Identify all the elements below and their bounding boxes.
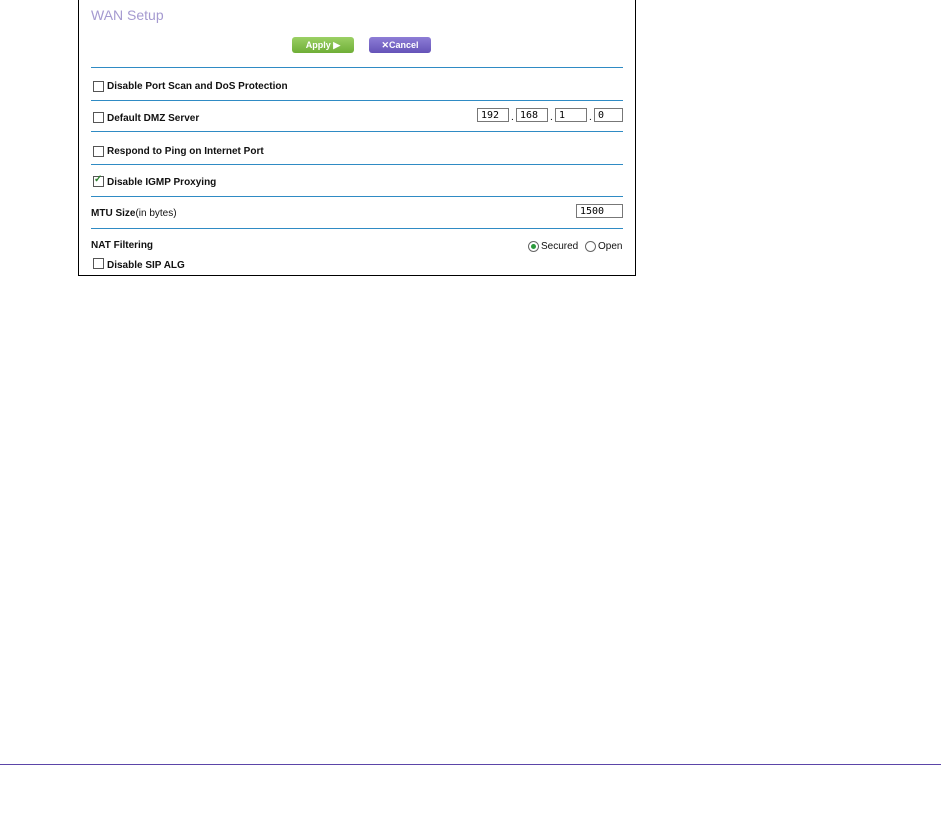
respond-ping-label: Respond to Ping on Internet Port: [107, 146, 264, 157]
mtu-size-label-unit: (in bytes): [135, 208, 177, 219]
mtu-size-label-main: MTU Size: [91, 208, 136, 219]
divider: [91, 131, 623, 132]
wan-setup-panel: [78, 0, 636, 276]
dmz-ip-octet-4[interactable]: 0: [594, 108, 623, 122]
page-title: WAN Setup: [91, 7, 164, 23]
nat-secured-radio[interactable]: [528, 241, 539, 252]
dmz-ip-octet-3[interactable]: 1: [555, 108, 587, 122]
divider: [91, 164, 623, 165]
footer-divider: [0, 764, 941, 765]
ip-dot: .: [511, 112, 514, 123]
disable-igmp-label: Disable IGMP Proxying: [107, 177, 217, 188]
disable-port-scan-label: Disable Port Scan and DoS Protection: [107, 81, 288, 92]
dmz-ip-octet-2[interactable]: 168: [516, 108, 548, 122]
apply-button[interactable]: Apply ▶: [292, 37, 354, 53]
nat-open-radio[interactable]: [585, 241, 596, 252]
default-dmz-checkbox[interactable]: [93, 112, 104, 123]
disable-port-scan-checkbox[interactable]: [93, 81, 104, 92]
divider: [91, 196, 623, 197]
ip-dot: .: [589, 112, 592, 123]
respond-ping-checkbox[interactable]: [93, 146, 104, 157]
nat-open-label: Open: [598, 241, 623, 252]
mtu-size-label: [91, 208, 177, 219]
disable-sip-alg-label: Disable SIP ALG: [107, 260, 185, 271]
disable-igmp-checkbox[interactable]: [93, 176, 104, 187]
default-dmz-label: Default DMZ Server: [107, 113, 200, 124]
ip-dot: .: [550, 112, 553, 123]
dmz-ip-octet-1[interactable]: 192: [477, 108, 509, 122]
divider: [91, 100, 623, 101]
disable-sip-alg-checkbox[interactable]: [93, 258, 104, 269]
divider: [91, 228, 623, 229]
divider: [91, 67, 623, 68]
cancel-button[interactable]: ✕Cancel: [369, 37, 431, 53]
nat-secured-label: Secured: [541, 241, 579, 252]
mtu-size-input[interactable]: 1500: [576, 204, 623, 218]
nat-filtering-label: NAT Filtering: [91, 240, 154, 251]
